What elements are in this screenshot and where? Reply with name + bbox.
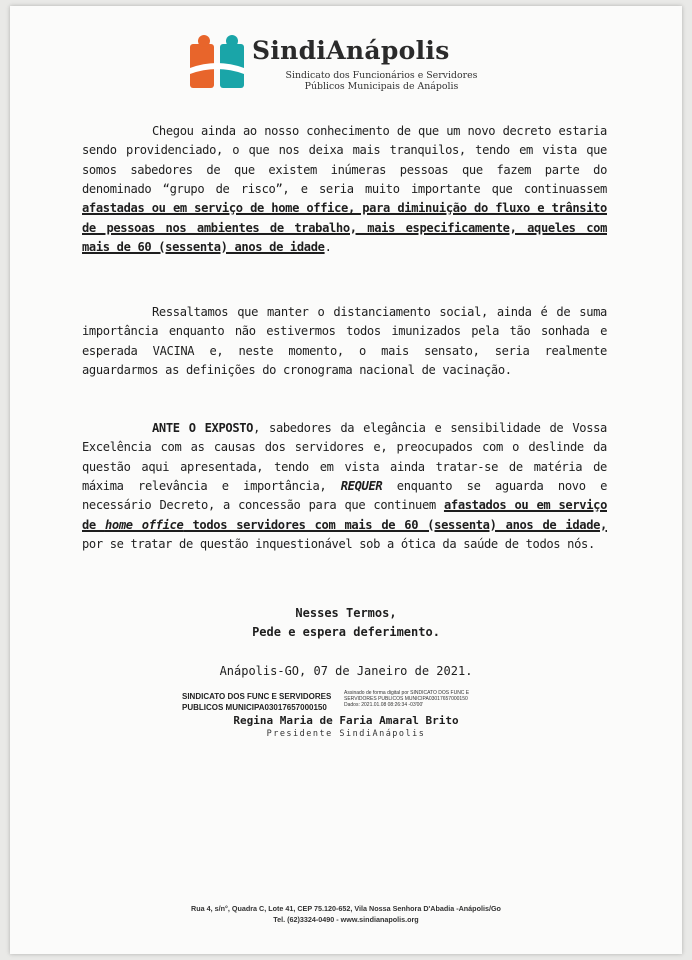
- signer-line-2: PUBLICOS MUNICIPA03017657000150: [182, 702, 327, 712]
- org-subtitle-line-1: Sindicato dos Funcionários e Servidores: [285, 70, 478, 81]
- signatory-name: Regina Maria de Faria Amaral Brito: [233, 714, 459, 727]
- requer-keyword: REQUER: [340, 479, 383, 494]
- footer-address: Rua 4, s/n°, Quadra C, Lote 41, CEP 75.120-652, Vila Nossa Senhora D'Abadia -Anápolis/Go: [191, 904, 501, 913]
- closing-line-2: Pede e espera deferimento.: [252, 625, 440, 639]
- sindianapolis-logo-icon: [188, 34, 246, 92]
- paragraph-3-part-2: enquanto se aguarda novo e necessário Decreto, a concessão para que continuem: [82, 479, 607, 513]
- org-subtitle: [254, 70, 509, 92]
- footer-contact: Tel. (62)3324-0490 - www.sindianapolis.org: [273, 915, 419, 924]
- signatory-role: Presidente SindiAnápolis: [266, 729, 426, 739]
- document-page: [10, 6, 682, 954]
- paragraph-3-part-1: , sabedores da elegância e sensibilidade de Vossa Excelência com as causas dos servidores e, preocupados com o deslinde da questão aqui apresentada, tendo em vista ainda tratar-se de matéria de máxima relevância e importância,: [82, 421, 607, 494]
- closing-line-1: Nesses Termos,: [295, 606, 397, 620]
- paragraph-1: [82, 122, 607, 257]
- home-office-emphasis: home office: [104, 517, 184, 532]
- paragraph-2: [82, 303, 607, 380]
- digital-signature-note: Assinado de forma digital por SINDICATO DOS FUNC E SERVIDORES PUBLICOS MUNICIPA03017657000150 Dados: 2021.01.08 08:26:34 -03'00': [344, 690, 470, 708]
- paragraph-1-intro: Chegou ainda ao nosso conhecimento de que um novo decreto estaria sendo providenciado, o que nos deixa mais tranquilos, tendo em vista que somos sabedores de que existem inúmeras pessoas que fazem parte do denominado “grupo de risco”, e seria muito importante que continuassem: [82, 124, 607, 197]
- paragraph-3-emphasis-b: todos servidores com mais de 60 (sessenta) anos de idade,: [183, 517, 607, 532]
- ante-o-exposto: ANTE O EXPOSTO: [152, 421, 254, 435]
- org-name: SindiAnápolis: [252, 36, 450, 65]
- paragraph-1-end: .: [324, 240, 332, 255]
- paragraph-3-part-3: por se tratar de questão inquestionável sob a ótica da saúde de todos nós.: [82, 537, 595, 552]
- date-line: Anápolis-GO, 07 de Janeiro de 2021.: [219, 664, 473, 678]
- org-logo: [188, 30, 518, 100]
- digital-signature-signer: [182, 692, 331, 713]
- paragraph-3-emphasis-a: afastados ou em serviço de: [82, 498, 607, 532]
- org-subtitle-line-2: Públicos Municipais de Anápolis: [304, 81, 459, 92]
- paragraph-1-emphasis: afastadas ou em serviço de home office, para diminuição do fluxo e trânsito de pessoas nos ambientes de trabalho, mais especificamente, aqueles com mais de 60 (sessenta) anos de idade: [82, 201, 607, 255]
- paragraph-2-text: Ressaltamos que manter o distanciamento social, ainda é de suma importância enquanto não estivermos todos imunizados pela tão sonhada e esperada VACINA e, neste momento, o mais sensato, seria realmente aguardarmos as definições do cronograma nacional de vacinação.: [82, 305, 607, 378]
- signer-line-1: SINDICATO DOS FUNC E SERVIDORES: [182, 692, 332, 701]
- paragraph-3: [82, 419, 607, 554]
